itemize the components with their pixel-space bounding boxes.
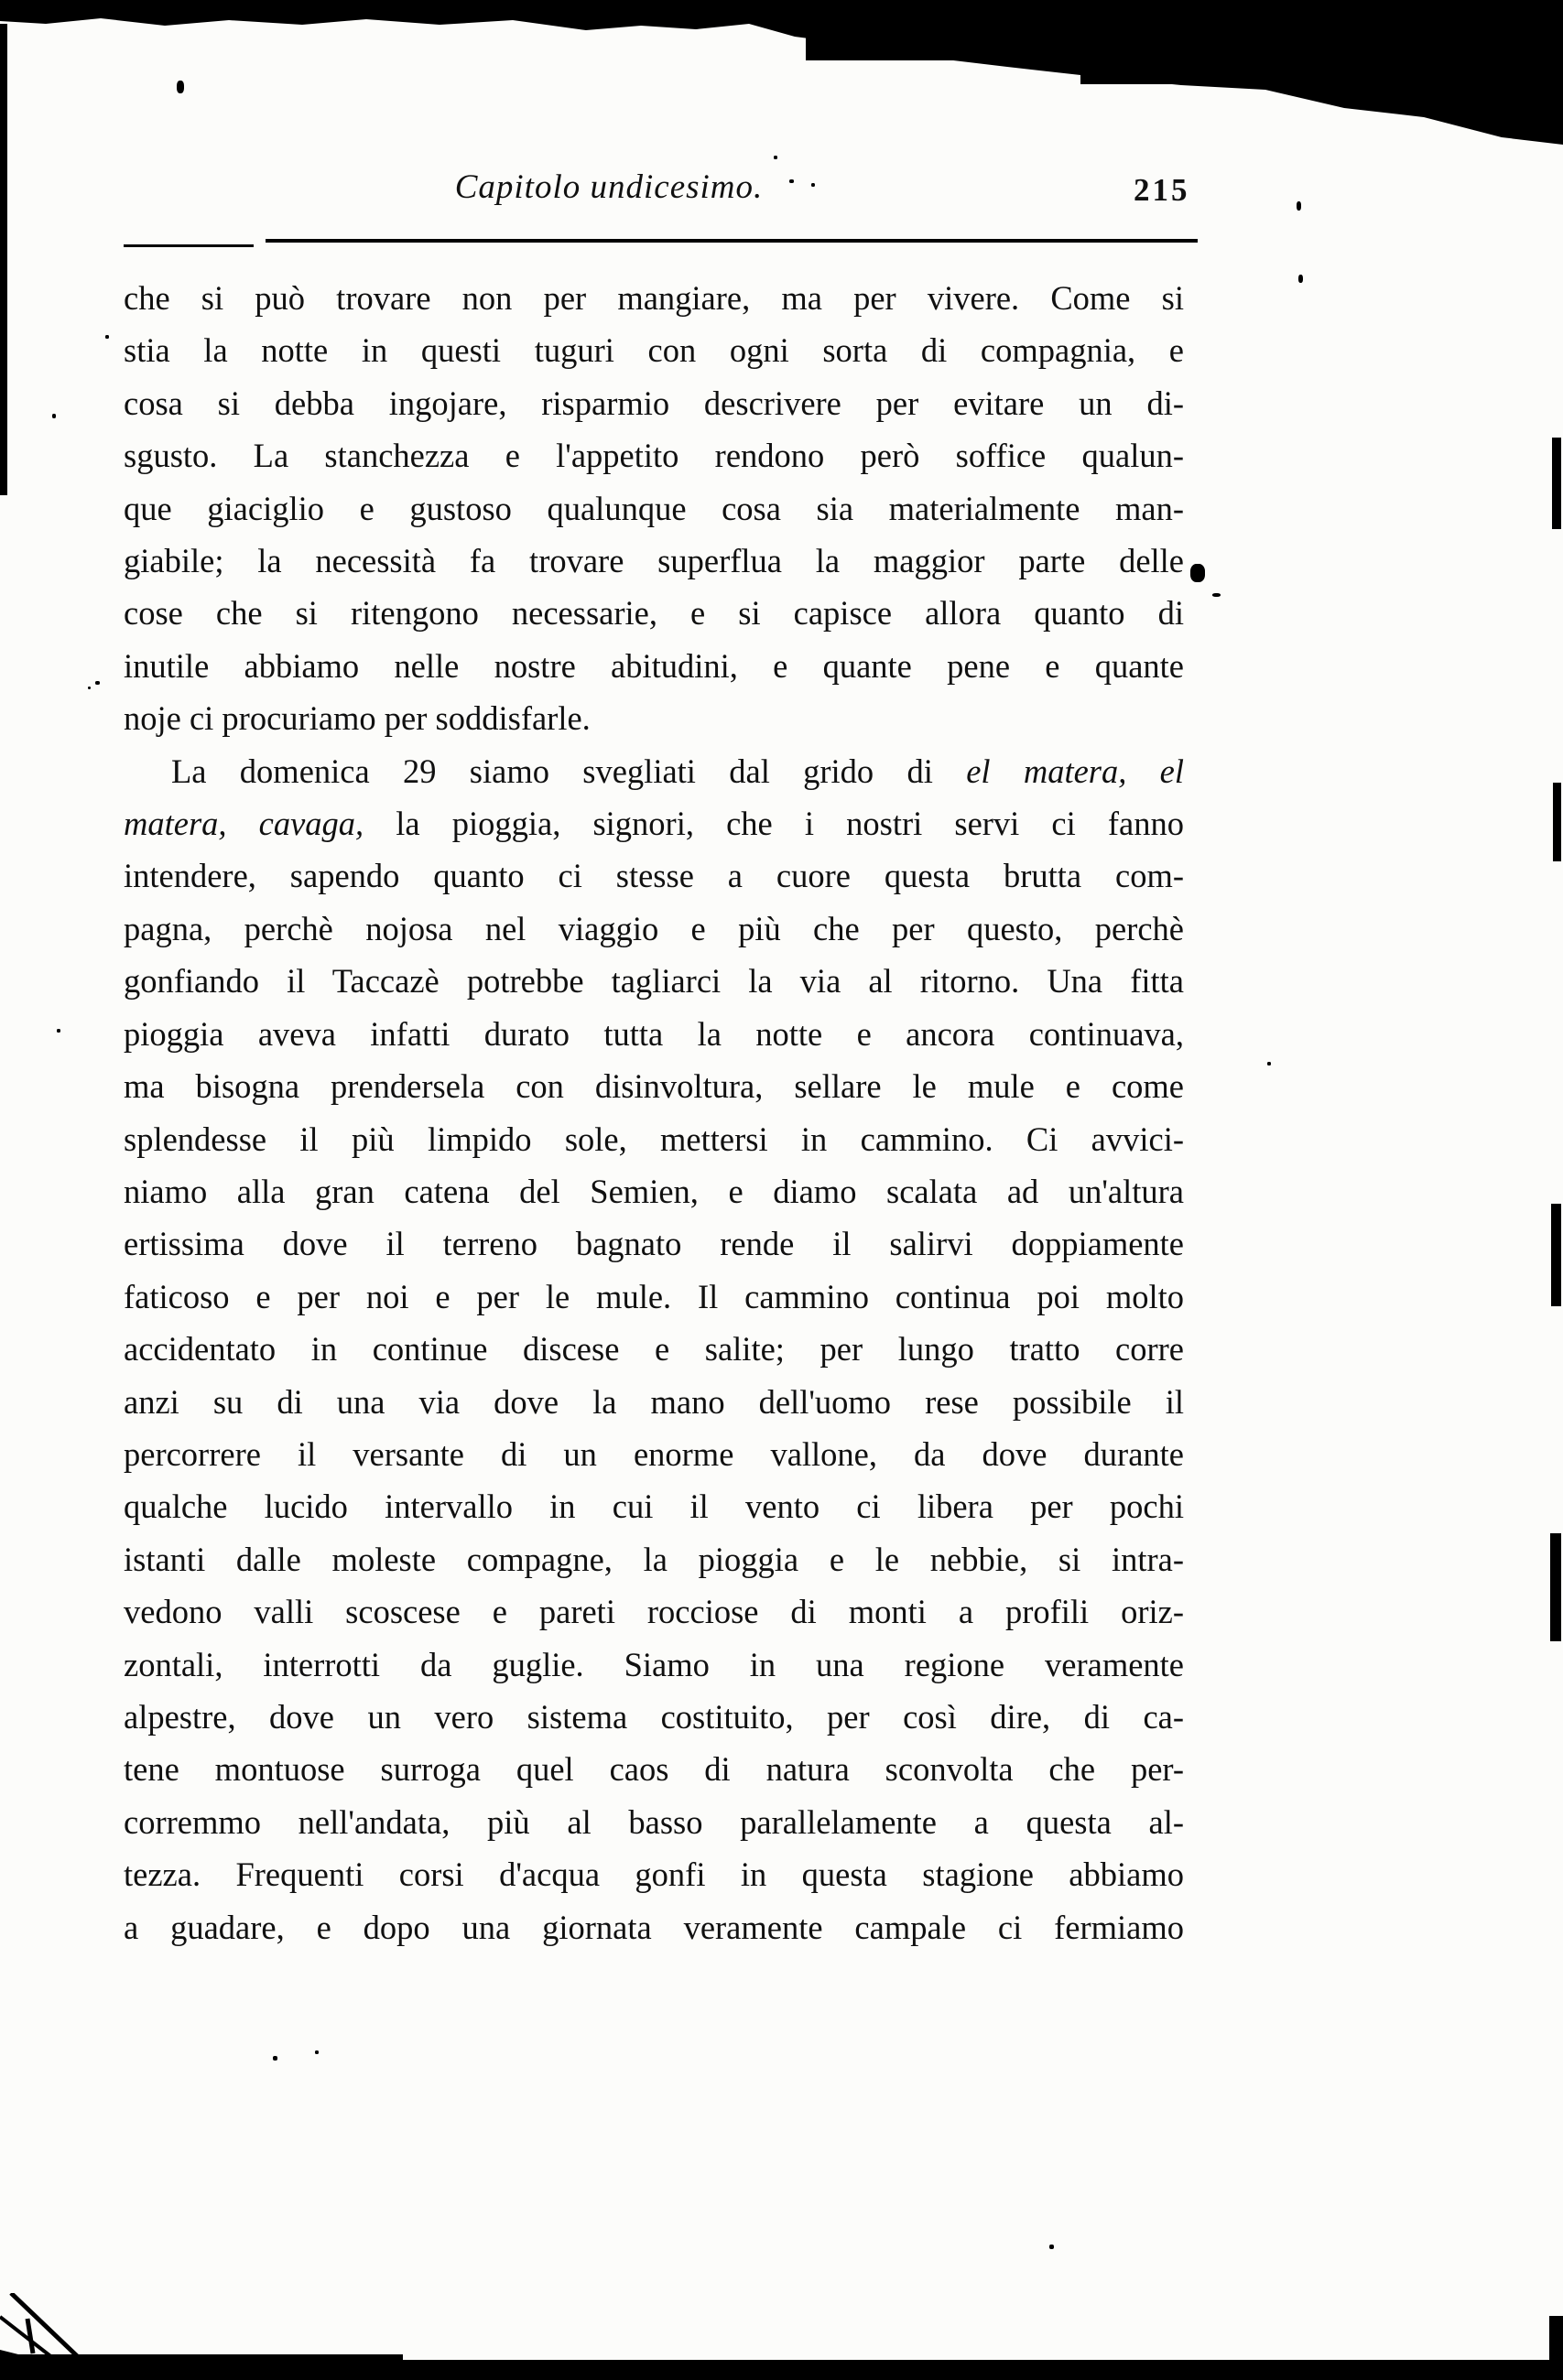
scan-edge-right-mark xyxy=(1554,42,1561,130)
text-line: ma bisogna prendersela con disinvoltura, sellare le mule e come xyxy=(124,1067,1184,1106)
text-line: que giaciglio e gustoso qualunque cosa sia materialmente man- xyxy=(124,489,1184,527)
text-line: intendere, sapendo quanto ci stesse a cuore questa brutta com- xyxy=(124,857,1184,895)
text-line: cosa si debba ingojare, risparmio descrivere per evitare un di- xyxy=(124,384,1184,422)
ink-speck xyxy=(1190,564,1205,582)
ink-speck xyxy=(1049,2245,1054,2249)
ink-speck xyxy=(95,681,100,685)
text-line: corremmo nell'andata, più al basso parallelamente a questa al- xyxy=(124,1802,1184,1841)
page-corner-fold-artifact xyxy=(0,2293,119,2380)
text-line: pagna, perchè nojosa nel viaggio e più che per questo, perchè xyxy=(124,909,1184,947)
text-line: tezza. Frequenti corsi d'acqua gonfi in questa stagione abbiamo xyxy=(124,1855,1184,1894)
scan-edge-top xyxy=(0,0,1563,156)
ink-speck xyxy=(1298,275,1303,283)
text-line: gonfiando il Taccazè potrebbe tagliarci la via al ritorno. Una fitta xyxy=(124,962,1184,1001)
ink-speck xyxy=(273,2056,277,2061)
text-line: tene montuose surroga quel caos di natura sconvolta che per- xyxy=(124,1750,1184,1789)
header-rule-left xyxy=(124,244,254,247)
text-line: cose che si ritengono necessarie, e si capisce allora quanto di xyxy=(124,594,1184,633)
text-line: stia la notte in questi tuguri con ogni sorta di compagnia, e xyxy=(124,331,1184,370)
text-line: istanti dalle moleste compagne, la pioggia e le nebbie, si intra- xyxy=(124,1540,1184,1578)
ink-speck xyxy=(57,1029,60,1033)
body-text xyxy=(124,272,1184,1953)
text-line: alpestre, dove un vero sistema costituito, per così dire, di ca- xyxy=(124,1697,1184,1736)
ink-speck xyxy=(105,335,109,339)
text-line: giabile; la necessità fa trovare superflua la maggior parte delle xyxy=(124,542,1184,580)
ink-speck xyxy=(774,156,777,159)
text-line: sgusto. La stanchezza e l'appetito rendono però soffice qualun- xyxy=(124,437,1184,475)
scan-edge-right-mark xyxy=(1553,783,1561,861)
ink-speck xyxy=(1267,1062,1271,1066)
text-line: inutile abbiamo nelle nostre abitudini, e quante pene e quante xyxy=(124,646,1184,685)
text-line: pioggia aveva infatti durato tutta la notte e ancora continuava, xyxy=(124,1014,1184,1053)
ink-speck xyxy=(52,414,56,418)
text-line: qualche lucido intervallo in cui il vento ci libera per pochi xyxy=(124,1488,1184,1526)
text-line: percorrere il versante di un enorme vallone, da dove durante xyxy=(124,1434,1184,1473)
text-line: vedono valli scoscese e pareti rocciose di monti a profili oriz- xyxy=(124,1593,1184,1631)
text-line: ertissima dove il terreno bagnato rende il salirvi doppiamente xyxy=(124,1225,1184,1263)
ink-speck xyxy=(315,2050,319,2054)
ink-speck xyxy=(1212,593,1221,597)
header-rule-main xyxy=(266,239,1198,243)
scan-edge-left xyxy=(0,24,7,495)
ink-speck xyxy=(1297,201,1301,211)
text-line: niamo alla gran catena del Semien, e diamo scalata ad un'altura xyxy=(124,1172,1184,1210)
text-line: matera, cavaga, la pioggia, signori, che i nostri servi ci fanno xyxy=(124,805,1184,843)
text-line: splendesse il più limpido sole, mettersi in cammino. Ci avvici- xyxy=(124,1120,1184,1158)
scan-edge-right-mark xyxy=(1551,1204,1561,1306)
page-number: 215 xyxy=(1134,172,1190,208)
ink-speck xyxy=(177,81,184,93)
text-line: a guadare, e dopo una giornata veramente campale ci fermiamo xyxy=(124,1908,1184,1946)
scan-edge-right-mark xyxy=(1552,438,1561,529)
text-line: accidentato in continue discese e salite; per lungo tratto corre xyxy=(124,1330,1184,1368)
ink-speck xyxy=(88,687,91,689)
ink-speck xyxy=(811,183,815,187)
text-line: La domenica 29 siamo svegliati dal grido di el matera, el xyxy=(171,752,1185,790)
text-line: anzi su di una via dove la mano dell'uomo rese possibile il xyxy=(124,1382,1184,1421)
text-line: zontali, interrotti da guglie. Siamo in una regione veramente xyxy=(124,1645,1184,1683)
ink-speck xyxy=(789,179,794,183)
text-line: noje ci procuriamo per soddisfarle. xyxy=(124,699,591,738)
text-line: faticoso e per noi e per le mule. Il cammino continua poi molto xyxy=(124,1277,1184,1315)
running-header-chapter-title: Capitolo undicesimo. xyxy=(454,168,764,206)
scan-edge-right-mark xyxy=(1547,55,1550,110)
scan-edge-right-mark xyxy=(1550,1533,1561,1641)
text-line: che si può trovare non per mangiare, ma per vivere. Come si xyxy=(124,279,1184,317)
